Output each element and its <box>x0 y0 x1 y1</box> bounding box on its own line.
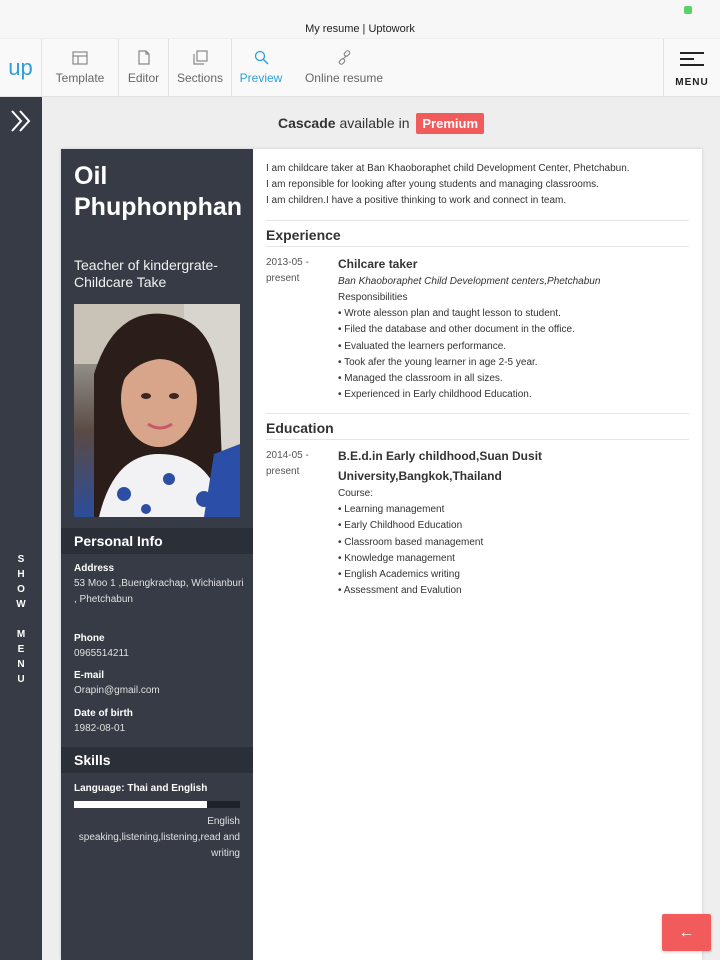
template-icon <box>72 51 88 65</box>
education-date: 2014-05 - present <box>266 450 309 477</box>
experience-line: • Wrote alesson plan and taught lesson to student. <box>338 308 561 320</box>
experience-line: • Took afer the young learner in age 2-5 year. <box>338 356 538 368</box>
skill-description: English speaking,listening,listening,read and writing <box>78 816 240 859</box>
profile-photo <box>74 304 240 517</box>
skill-level-bar <box>74 801 240 808</box>
double-chevron-right-icon[interactable] <box>9 109 33 133</box>
phone-label: Phone <box>74 633 105 644</box>
experience-line: • Filed the database and other document in the office. <box>338 324 575 336</box>
summary-line: I am childcare taker at Ban Khaoboraphet child Development Center, Phetchabun. <box>266 163 630 174</box>
education-heading: Education <box>266 413 689 440</box>
address-value: 53 Moo 1 ,Buengkrachap, Wichianburi , Phetchabun <box>74 578 244 605</box>
premium-banner <box>42 113 720 134</box>
email-label: E-mail <box>74 670 105 681</box>
personal-info-heading: Personal Info <box>61 528 253 554</box>
tab-online-resume-label: Online resume <box>304 71 384 85</box>
tab-preview-label: Preview <box>239 71 283 85</box>
link-icon <box>337 50 352 65</box>
email-value: Orapin@gmail.com <box>74 685 160 696</box>
address-label: Address <box>74 563 115 574</box>
education-line: • Early Childhood Education <box>338 520 463 532</box>
show-menu-sidebar[interactable] <box>0 97 42 960</box>
experience-heading: Experience <box>266 220 689 247</box>
menu-button[interactable] <box>663 39 720 96</box>
experience-entry <box>338 254 688 403</box>
sections-icon <box>193 50 208 65</box>
template-name: Cascade <box>277 115 336 131</box>
phone-value: 0965514211 <box>74 648 129 659</box>
tab-online-resume[interactable] <box>290 39 398 96</box>
show-menu-label: S H O W M E N U <box>16 554 26 685</box>
resume-name: Oil Phuphonphan <box>74 162 243 221</box>
education-title: B.E.d.in Early childhood,Suan Dusit University,Bangkok,Thailand <box>338 449 543 483</box>
education-line: • Learning management <box>338 504 445 516</box>
skill-name: Language: Thai and English <box>74 783 208 794</box>
uptowork-logo[interactable]: up <box>0 39 42 96</box>
education-line: • Classroom based management <box>338 536 484 548</box>
skills-heading: Skills <box>61 747 253 773</box>
education-entry <box>338 446 688 599</box>
resume-preview <box>61 149 702 960</box>
experience-line: • Experienced in Early childhood Education. <box>338 389 532 401</box>
tab-editor-label: Editor <box>127 71 160 85</box>
status-bar <box>0 0 720 20</box>
dob-label: Date of birth <box>74 708 133 719</box>
experience-title: Chilcare taker <box>338 257 418 271</box>
menu-label: MENU <box>675 76 709 88</box>
experience-date: 2013-05 - present <box>266 257 309 284</box>
battery-icon <box>684 6 692 14</box>
skill-level-fill <box>74 801 207 808</box>
back-button[interactable]: ← <box>662 914 711 951</box>
tab-editor[interactable] <box>119 39 169 96</box>
summary-line: I am children.I have a positive thinking to work and connect in team. <box>266 195 567 206</box>
tab-preview[interactable] <box>232 39 290 96</box>
experience-line: • Managed the classroom in all sizes. <box>338 373 503 385</box>
resume-sidebar <box>61 149 253 960</box>
education-line: • English Academics writing <box>338 569 460 581</box>
summary <box>266 161 692 209</box>
banner-text: available in <box>339 115 410 131</box>
tab-sections-label: Sections <box>176 71 224 85</box>
experience-company: Ban Khaoboraphet Child Development centers,Phetchabun <box>338 276 601 287</box>
tab-template-label: Template <box>55 70 105 85</box>
document-icon <box>138 50 150 65</box>
search-icon <box>254 50 269 65</box>
hamburger-icon <box>680 48 704 70</box>
resume-job-title: Teacher of kindergrate-Childcare Take <box>74 257 218 290</box>
toolbar <box>0 39 720 97</box>
profile-photo-illustration <box>74 304 240 517</box>
tab-sections[interactable] <box>169 39 232 96</box>
education-line: • Assessment and Evalution <box>338 585 462 597</box>
premium-badge[interactable]: Premium <box>416 113 484 134</box>
education-line: Course: <box>338 488 374 499</box>
experience-line: Responsibilities <box>338 292 408 303</box>
education-line: • Knowledge management <box>338 552 455 564</box>
experience-line: • Evaluated the learners performance. <box>338 340 507 352</box>
dob-value: 1982-08-01 <box>74 723 126 734</box>
tab-template[interactable] <box>42 39 119 96</box>
resume-main <box>253 149 702 960</box>
summary-line: I am reponsible for looking after young students and managing classrooms. <box>266 179 599 190</box>
window-title: My resume | Uptowork <box>0 20 720 38</box>
